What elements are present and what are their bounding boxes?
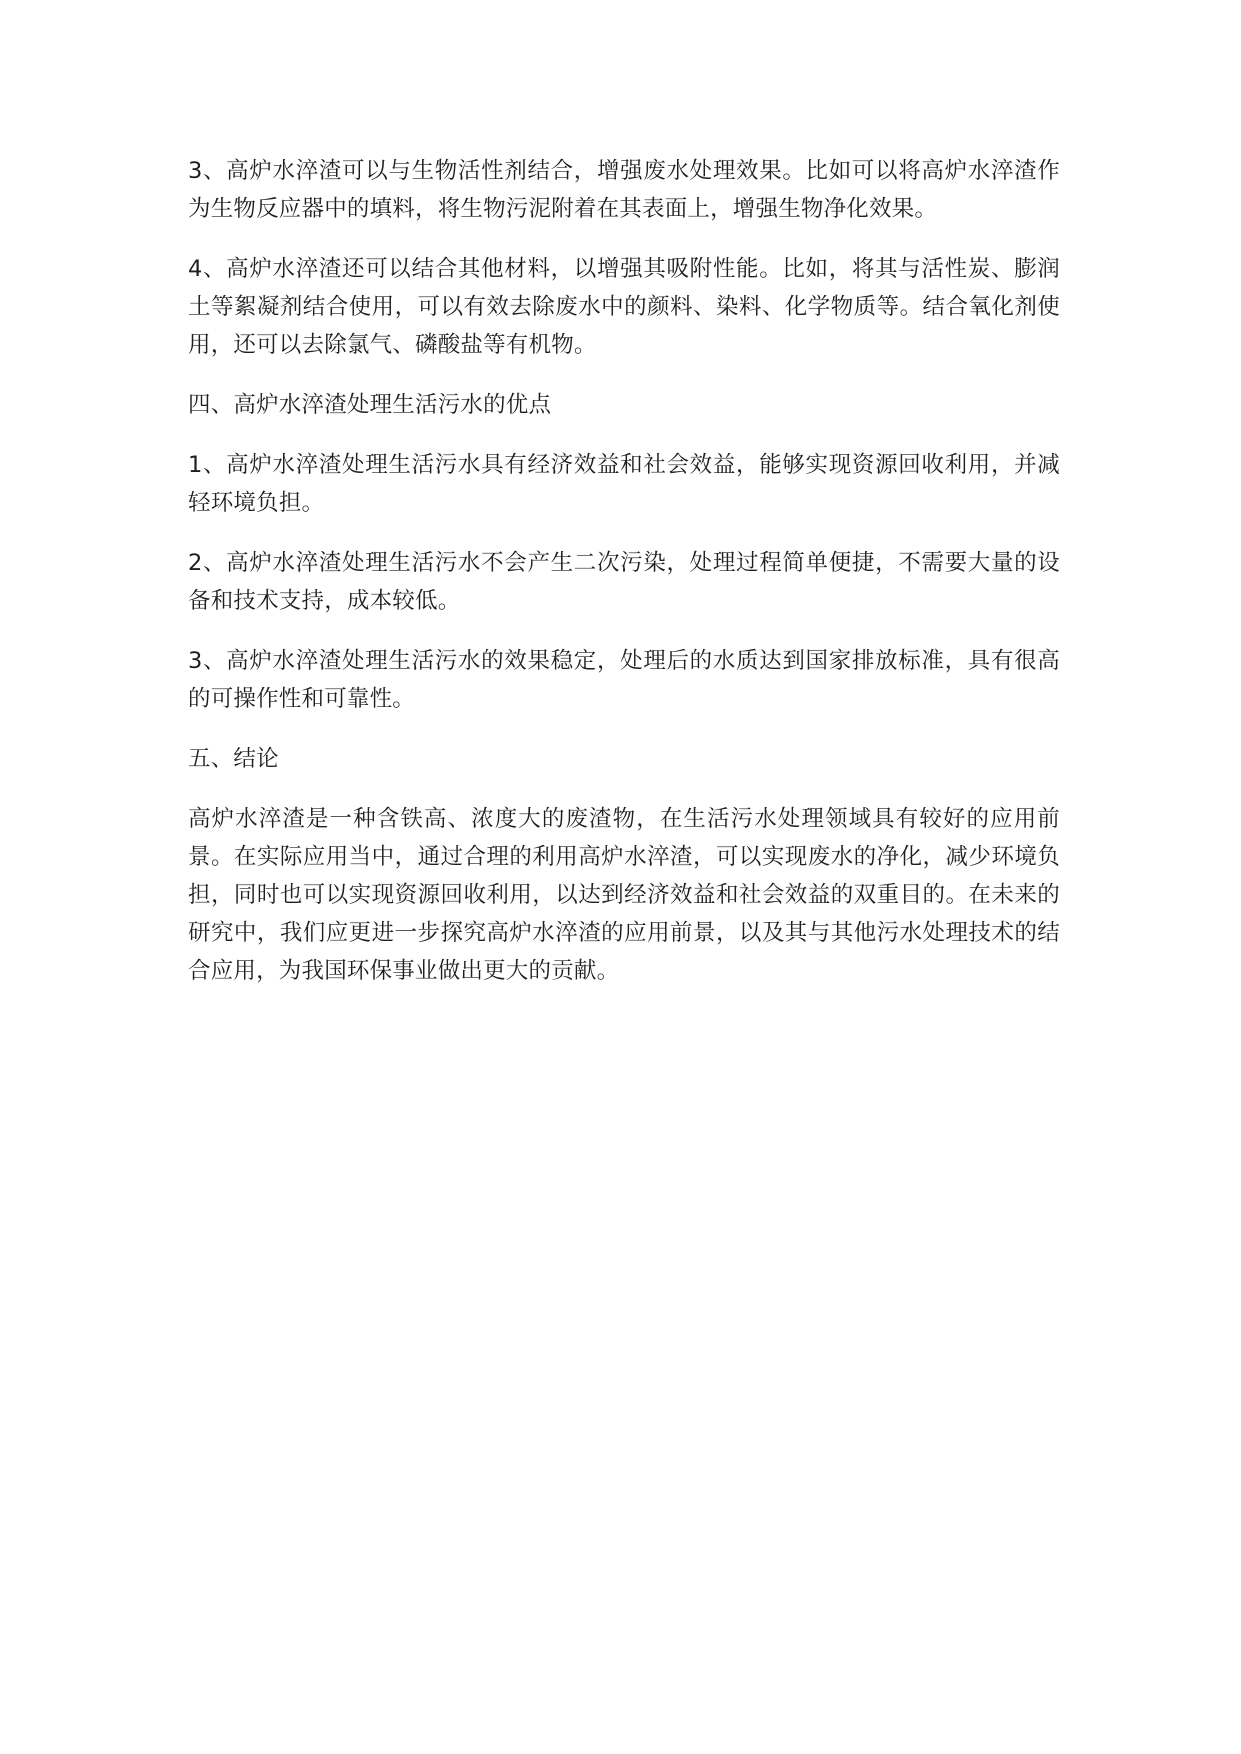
paragraph-conclusion: 高炉水淬渣是一种含铁高、浓度大的废渣物，在生活污水处理领域具有较好的应用前景。在实际应用当中，通过合理的利用高炉水淬渣，可以实现废水的净化，减少环境负担，同时也可以实现资源回收利用，以达到经济效益和社会效益的双重目的。在未来的研究中，我们应更进一步探究高炉水淬渣的应用前景，以及其与其他污水处理技术的结合应用，为我国环保事业做出更大的贡献。 [188, 806, 1060, 984]
paragraph-point-3-bio-activator: 3、高炉水淬渣可以与生物活性剂结合，增强废水处理效果。比如可以将高炉水淬渣作为生物反应器中的填料，将生物污泥附着在其表面上，增强生物净化效果。 [188, 158, 1060, 222]
section-heading-advantages: 四、高炉水淬渣处理生活污水的优点 [188, 392, 552, 418]
paragraph-advantage-3: 3、高炉水淬渣处理生活污水的效果稳定，处理后的水质达到国家排放标准，具有很高的可操作性和可靠性。 [188, 648, 1060, 712]
section-heading-conclusion: 五、结论 [188, 746, 279, 772]
document-body [188, 152, 1060, 1012]
paragraph-point-4-combined-materials: 4、高炉水淬渣还可以结合其他材料，以增强其吸附性能。比如，将其与活性炭、膨润土等絮凝剂结合使用，可以有效去除废水中的颜料、染料、化学物质等。结合氧化剂使用，还可以去除氯气、磷酸盐等有机物。 [188, 256, 1060, 358]
paragraph-advantage-2: 2、高炉水淬渣处理生活污水不会产生二次污染，处理过程简单便捷，不需要大量的设备和技术支持，成本较低。 [188, 550, 1060, 614]
paragraph-advantage-1: 1、高炉水淬渣处理生活污水具有经济效益和社会效益，能够实现资源回收利用，并减轻环境负担。 [188, 452, 1060, 516]
